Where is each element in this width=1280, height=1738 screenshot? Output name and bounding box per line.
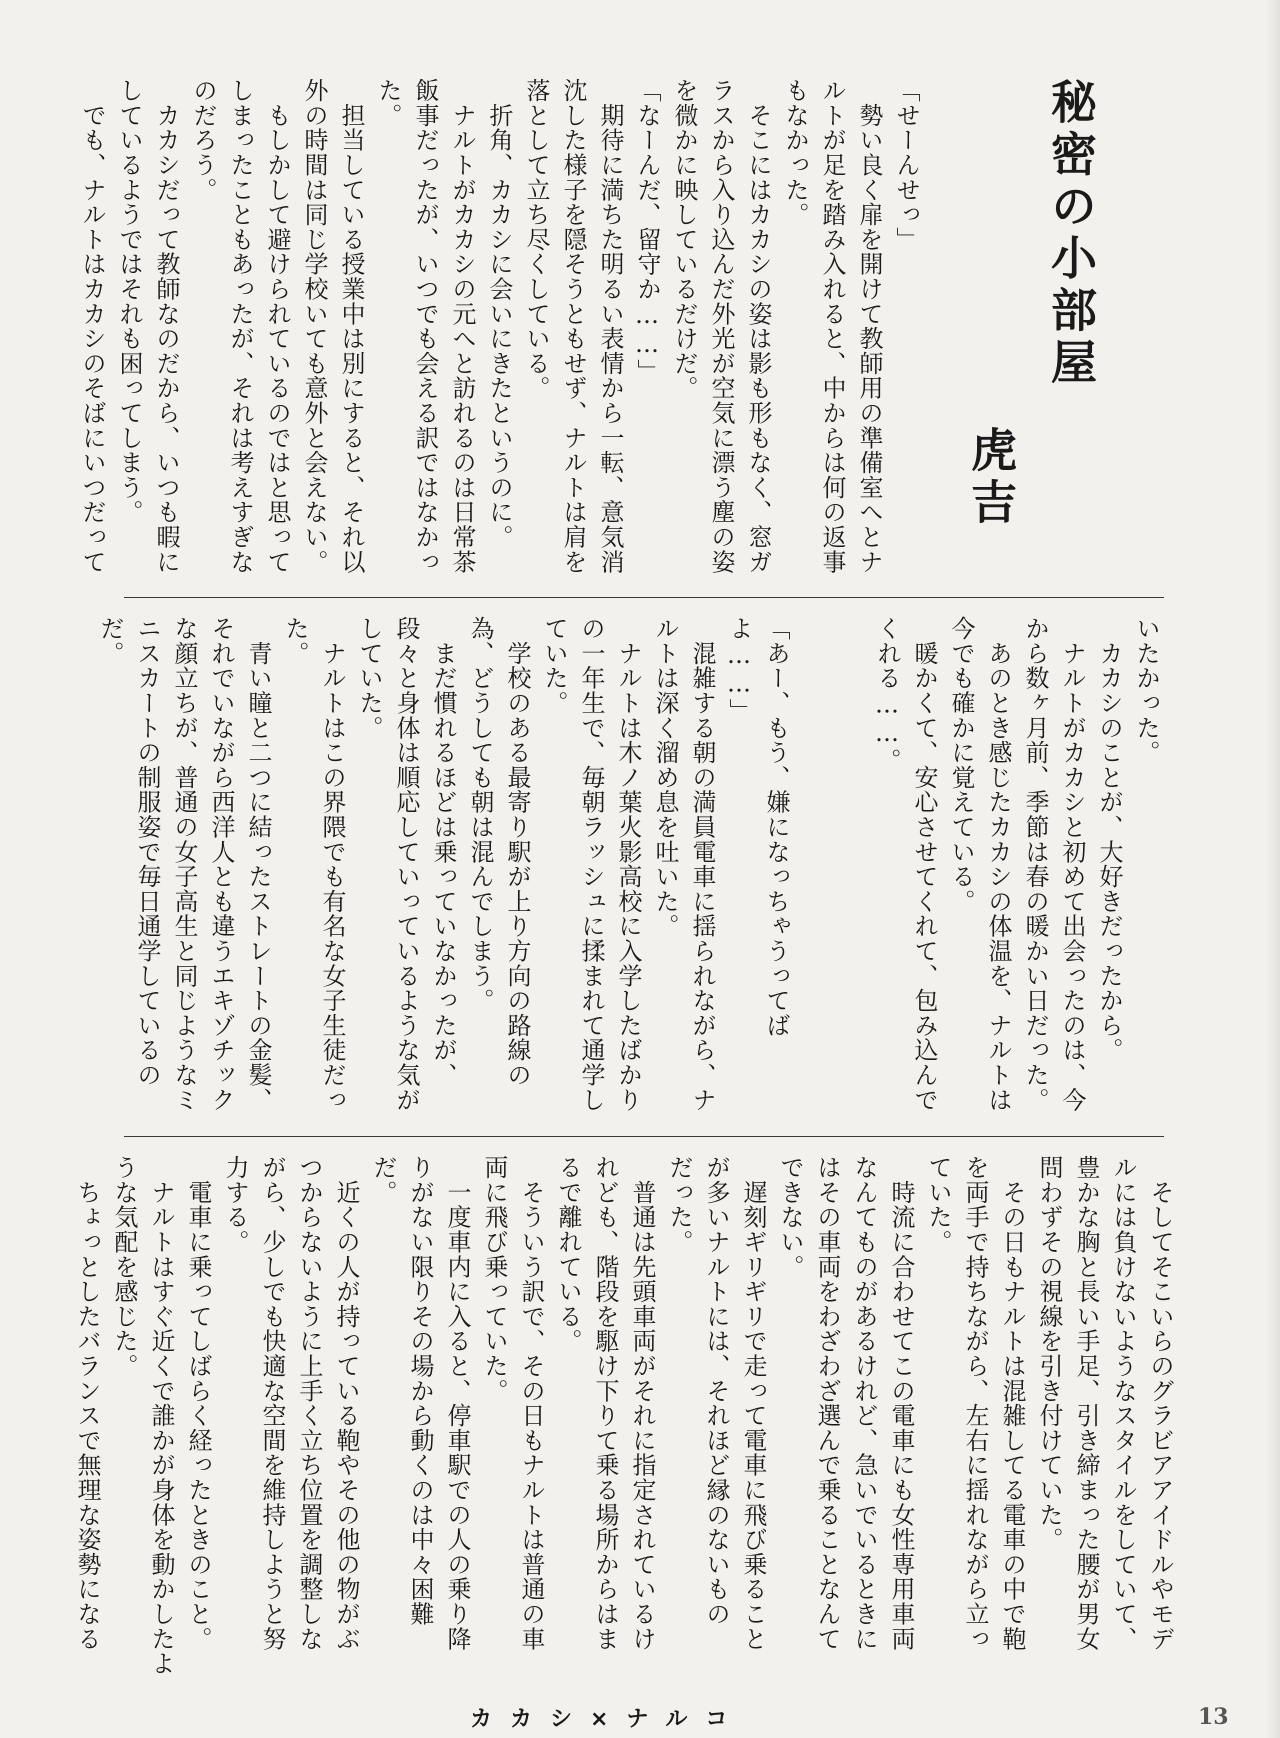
story-author: 虎吉 xyxy=(964,426,1018,530)
text-line: が多いナルトには、それほど縁のないもの xyxy=(702,1155,730,1627)
text-line: 豊かな胸と長い手足、引き締まった腰が男女 xyxy=(1072,1155,1100,1651)
text-line: でも、ナルトはカカシのそばにいつだって xyxy=(78,78,106,574)
text-line: がら、少しでも快適な空間を維持しようと努 xyxy=(258,1155,286,1651)
text-line: 飯事だったが、いつでも会える訳ではなかっ xyxy=(411,78,439,574)
text-line: もなかった。 xyxy=(781,78,809,227)
text-line: れども、階段を駆け下りて乗る場所からはま xyxy=(591,1155,619,1651)
text-line: 「せーんせっ」 xyxy=(892,78,920,252)
text-line: た。 xyxy=(374,78,402,128)
text-line: そしてそこいらのグラビアアイドルやモデ xyxy=(1146,1155,1174,1651)
section-divider xyxy=(124,1136,1164,1137)
text-line: そういう訳で、その日もナルトは普通の車 xyxy=(517,1155,545,1651)
text-line: 近くの人が持っている鞄やその他の物がぶ xyxy=(332,1155,360,1651)
text-line: た。 xyxy=(281,616,309,666)
text-line: 期待に満ちた明るい表情から一転、意気消 xyxy=(596,78,624,574)
text-block-3 xyxy=(73,1155,1178,1676)
text-line: な顔立ちが、普通の女子高生と同じようなミ xyxy=(170,616,198,1112)
text-line: なんてものがあるけれど、急いでいるときに xyxy=(850,1155,878,1651)
text-line: 沈した様子を隠そうともせず、ナルトは肩を xyxy=(559,78,587,574)
text-line: つからないように上手く立ち位置を調整しな xyxy=(295,1155,323,1651)
text-line: 為、どうしても朝は混んでしまう。 xyxy=(466,616,494,1013)
section-divider xyxy=(124,597,1164,598)
text-line: 青い瞳と二つに結ったストレートの金髪、 xyxy=(244,616,272,1112)
text-line: 一度車内に入ると、停車駅での人の乗り降 xyxy=(443,1155,471,1651)
text-line: よ……」 xyxy=(725,616,753,724)
page-edge xyxy=(1266,0,1280,1738)
text-line: カカシだって教師なのだから、いつも暇に xyxy=(152,78,180,574)
text-line xyxy=(794,616,831,1096)
text-line: のだろう。 xyxy=(189,78,217,202)
text-line: を微かに映しているだけだ。 xyxy=(670,78,698,401)
text-line: それでいながら西洋人とも違うエキゾチック xyxy=(207,616,235,1112)
text-line: ルトが足を踏み入れると、中からは何の返事 xyxy=(818,78,846,574)
text-line: ナルトはすぐ近くで誰かが身体を動かしたよ xyxy=(147,1155,175,1676)
text-line: できない。 xyxy=(776,1155,804,1279)
text-line: ニスカートの制服姿で毎日通学しているの xyxy=(133,616,161,1088)
story-title: 秘密の小部屋 xyxy=(1044,78,1098,390)
text-line: そこにはカカシの姿は影も形もなく、窓ガ xyxy=(744,78,772,574)
text-line: 暖かくて、安心させてくれて、包み込んで xyxy=(910,616,938,1112)
text-line: 力する。 xyxy=(221,1155,249,1255)
text-line: りがない限りその場から動くのは中々困難 xyxy=(406,1155,434,1627)
text-line: 遅刻ギリギリで走って電車に飛び乗ること xyxy=(739,1155,767,1651)
text-line: だった。 xyxy=(665,1155,693,1255)
text-line: ていた。 xyxy=(540,616,568,716)
text-line: 担当している授業中は別にすると、それ以 xyxy=(337,78,365,574)
page-number: 13 xyxy=(1198,1704,1229,1730)
text-line: ていた。 xyxy=(924,1155,952,1255)
text-block-2 xyxy=(96,616,1164,1112)
text-line: しているようではそれも困ってしまう。 xyxy=(115,78,143,525)
text-line: 「なーんだ、留守か……」 xyxy=(633,78,661,384)
text-line: その日もナルトは混雑してる電車の中で鞄 xyxy=(998,1155,1026,1651)
text-line: 折角、カカシに会いにきたというのに。 xyxy=(485,78,513,550)
text-line: ラスから入り込んだ外光が空気に漂う塵の姿 xyxy=(707,78,735,574)
text-line: の一年生で、毎朝ラッシュに揉まれて通学し xyxy=(577,616,605,1112)
text-line: うな気配を感じた。 xyxy=(110,1155,138,1379)
text-line: 落として立ち尽くしている。 xyxy=(522,78,550,401)
text-line xyxy=(831,616,868,1096)
text-line: ナルトはこの界隈でも有名な女子生徒だっ xyxy=(318,616,346,1112)
text-line: くれる……。 xyxy=(873,616,901,773)
text-line: ナルトがカカシの元へと訪れるのは日常茶 xyxy=(448,78,476,574)
text-line: 学校のある最寄り駅が上り方向の路線の xyxy=(503,616,531,1088)
text-line: していた。 xyxy=(355,616,383,740)
text-line: だ。 xyxy=(369,1155,397,1205)
text-line: 混雑する朝の満員電車に揺られながら、ナ xyxy=(688,616,716,1112)
text-line: ナルトがカカシと初めて出会ったのは、今 xyxy=(1058,616,1086,1112)
text-line: はその車両をわざわざ選んで乗ることなんて xyxy=(813,1155,841,1651)
text-line: しまったこともあったが、それは考えすぎな xyxy=(226,78,254,574)
text-block-1 xyxy=(78,78,924,574)
text-line: 段々と身体は順応していっているような気が xyxy=(392,616,420,1112)
text-line: るで離れている。 xyxy=(554,1155,582,1354)
text-line: 「あー、もう、嫌になっちゃうってば xyxy=(762,616,790,1038)
text-line: を両手で持ちながら、左右に揺れながら立っ xyxy=(961,1155,989,1651)
text-line: 普通は先頭車両がそれに指定されているけ xyxy=(628,1155,656,1651)
text-line: 両に飛び乗っていた。 xyxy=(480,1155,508,1403)
series-title: カカシ×ナルコ xyxy=(470,1707,746,1732)
text-line: から数ヶ月前、季節は春の暖かい日だった。 xyxy=(1021,616,1049,1112)
text-line: 勢い良く扉を開けて教師用の準備室へとナ xyxy=(855,78,883,574)
text-line: ちょっとしたバランスで無理な姿勢になる xyxy=(73,1155,101,1651)
text-line: 電車に乗ってしばらく経ったときのこと。 xyxy=(184,1155,212,1651)
text-line: カカシのことが、大好きだったから。 xyxy=(1095,616,1123,1063)
text-line: ルトは深く溜め息を吐いた。 xyxy=(651,616,679,939)
text-line: いたかった。 xyxy=(1132,616,1160,765)
text-line: 今でも確かに覚えている。 xyxy=(947,616,975,914)
text-line: 外の時間は同じ学校いても意外と会えない。 xyxy=(300,78,328,574)
text-line: 時流に合わせてこの電車にも女性専用車両 xyxy=(887,1155,915,1651)
text-line: ナルトは木ノ葉火影高校に入学したばかり xyxy=(614,616,642,1112)
text-line: まだ慣れるほどは乗っていなかったが、 xyxy=(429,616,457,1088)
text-line: 問わずその視線を引き付けていた。 xyxy=(1035,1155,1063,1552)
text-line: ルには負けないようなスタイルをしていて、 xyxy=(1109,1155,1137,1651)
text-line: もしかして避けられているのではと思って xyxy=(263,78,291,574)
text-line: だ。 xyxy=(96,616,124,666)
text-line: あのとき感じたカカシの体温を、ナルトは xyxy=(984,616,1012,1112)
